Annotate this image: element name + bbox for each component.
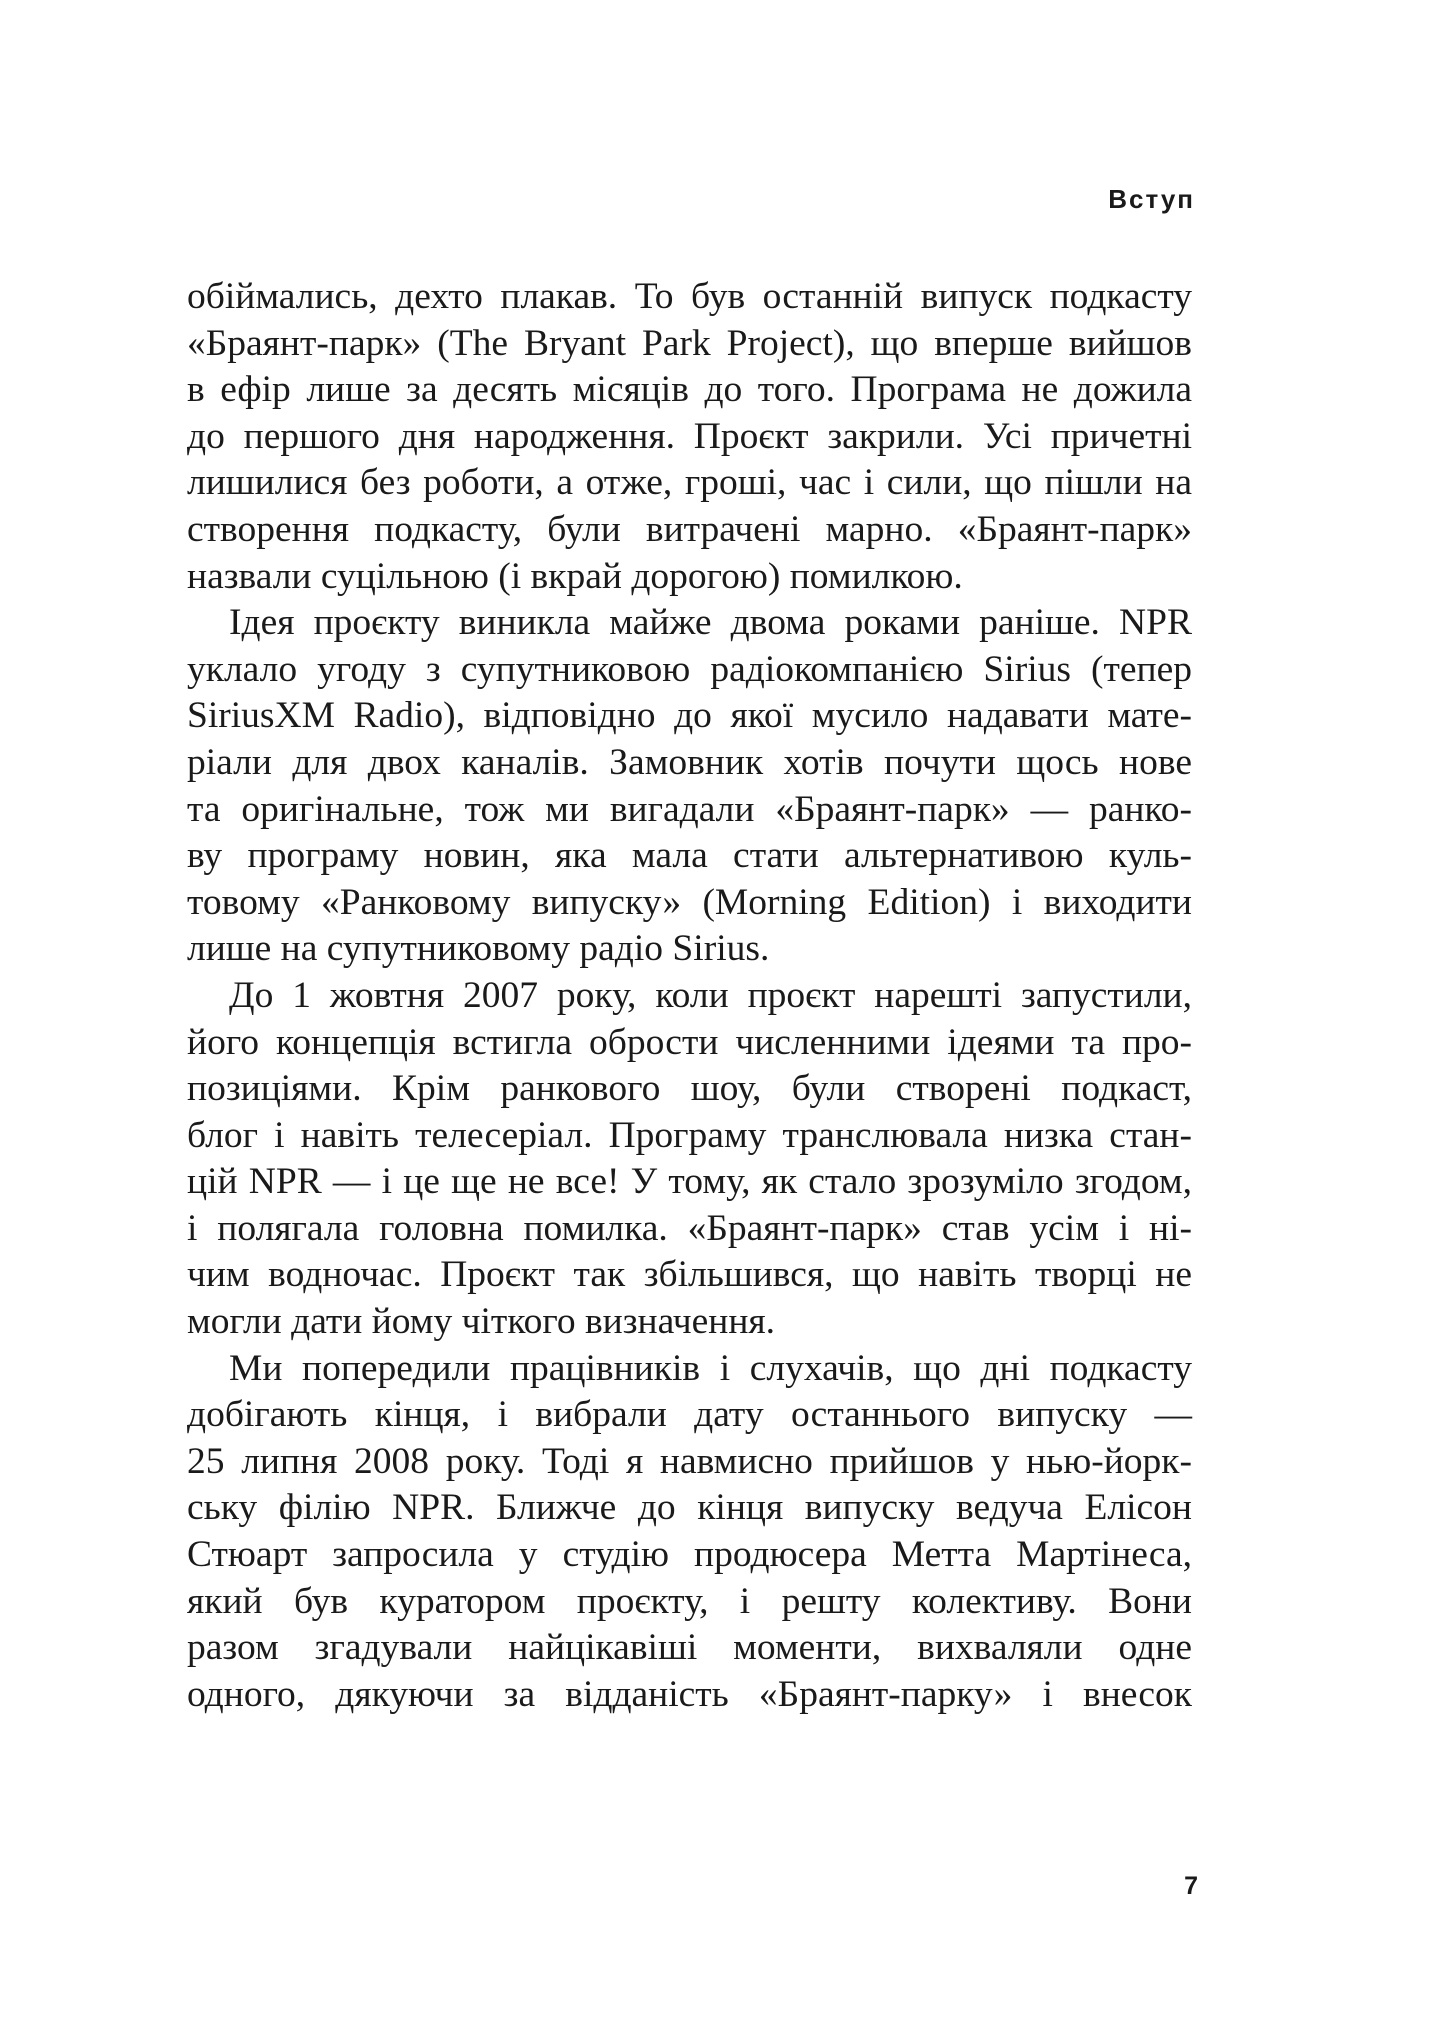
text-line: обіймались, дехто плакав. То був останній випуск подкасту — [187, 276, 1192, 317]
paragraph-3 — [187, 973, 1192, 1346]
text-line: ську філію NPR. Ближче до кінця випуску ведуча Елісон — [187, 1487, 1192, 1529]
text-line: позиціями. Крім ранкового шоу, були створені подкаст, — [187, 1068, 1192, 1110]
text-line: До 1 жовтня 2007 року, коли проєкт нарешті запустили, — [229, 974, 1192, 1016]
text-line: цій NPR — і це ще не все! У тому, як стало зрозуміло згодом, — [187, 1161, 1192, 1203]
text-line: лишилися без роботи, а отже, гроші, час і сили, що пішли на — [187, 462, 1192, 504]
text-line: в ефір лише за десять місяців до того. Програма не дожила — [187, 369, 1192, 411]
text-line: і полягала головна помилка. «Браянт-парк» став усім і ні- — [187, 1207, 1192, 1249]
text-line: SiriusXM Radio), відповідно до якої мусило надавати мате- — [187, 695, 1192, 737]
body-text — [187, 274, 1192, 1718]
text-line: Стюарт запросила у студію продюсера Метта Мартінеса, — [187, 1534, 1192, 1576]
text-line: ву програму новин, яка мала стати альтернативою куль- — [187, 835, 1192, 877]
text-line: його концепція встигла обрости численними ідеями та про- — [187, 1021, 1192, 1063]
text-line: одного, дякуючи за відданість «Браянт-парку» і внесок — [187, 1673, 1192, 1715]
text-line: блог і навіть телесеріал. Програму транслювала низка стан- — [187, 1114, 1192, 1156]
page-number: 7 — [1184, 1872, 1198, 1900]
text-line: уклало угоду з супутниковою радіокомпанією Sirius (тепер — [187, 648, 1192, 690]
text-line: Ідея проєкту виникла майже двома роками раніше. NPR — [229, 602, 1192, 644]
text-line: товому «Ранковому випуску» (Morning Edition) і виходити — [187, 881, 1192, 923]
text-line: добігають кінця, і вибрали дату останнього випуску — — [187, 1394, 1192, 1436]
text-line: та оригінальне, тож ми вигадали «Браянт-парк» — ранко- — [187, 788, 1192, 830]
text-line: до першого дня народження. Проєкт закрили. Усі причетні — [187, 415, 1192, 457]
text-line: який був куратором проєкту, і решту колективу. Вони — [187, 1580, 1192, 1622]
paragraph-4 — [187, 1346, 1192, 1719]
text-line: «Браянт-парк» (The Bryant Park Project), що вперше вийшов — [187, 322, 1192, 364]
text-line: Ми попередили працівників і слухачів, що дні подкасту — [229, 1347, 1192, 1389]
paragraph-2 — [187, 600, 1192, 973]
text-line: лише на супутниковому радіо Sirius. — [187, 928, 770, 970]
text-line: 25 липня 2008 року. Тоді я навмисно прийшов у нью-йорк- — [187, 1440, 1192, 1482]
text-line: разом згадували найцікавіші моменти, вихваляли одне — [187, 1627, 1192, 1669]
paragraph-1 — [187, 274, 1192, 600]
text-line: могли дати йому чіткого визначення. — [187, 1301, 776, 1343]
text-line: назвали суцільною (і вкрай дорогою) помилкою. — [187, 555, 963, 597]
text-line: ріали для двох каналів. Замовник хотів почути щось нове — [187, 741, 1192, 783]
text-line: створення подкасту, були витрачені марно. «Браянт-парк» — [187, 508, 1192, 550]
text-line: чим водночас. Проєкт так збільшився, що навіть творці не — [187, 1254, 1192, 1296]
running-head: Вступ — [1108, 184, 1195, 214]
